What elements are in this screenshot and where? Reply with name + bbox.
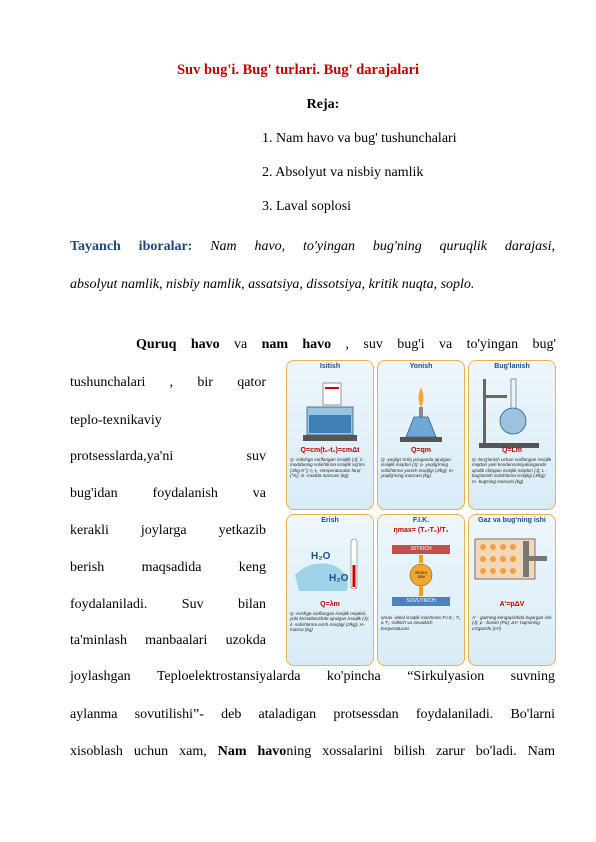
left-line-6: berish maqsadida keng [70, 560, 266, 575]
evaporation-illustration [477, 375, 547, 451]
working-body-label: ISHCHI JISM [415, 571, 427, 579]
keywords-line-2: absolyut namlik, nisbiy namlik, assatsiya, dissotsiya, kritik nuqta, soplo. [70, 277, 475, 292]
plan-heading: Reja: [306, 97, 340, 112]
keywords-label: Tayanch iboralar: [70, 239, 193, 254]
left-line-3: protsesslarda,ya'ni suv [70, 449, 266, 464]
body-line-1: joylashgan Teploelektrostansiyalarda ko'pincha “Sirkulyasion suvning [70, 669, 555, 684]
panel-description: Q -bo'g'lanish uchun sarflangan issiqlik miqdori yoki kondensatsiyalanganda ajralib chiqqan issiqlik miqdori (J); L -bug'lanish solishtirma issiqligi (J/kg); m- bug'ning massasi (kg) [472, 457, 552, 484]
panel-heating [286, 360, 374, 510]
plan-item-3: 3. Laval soplosi [262, 199, 352, 214]
panel-formula: Q=λm [320, 601, 340, 608]
left-line-7: foydalaniladi. Suv bilan [70, 597, 266, 612]
plan-item-1: 1. Nam havo va bug' tushunchalari [262, 131, 457, 146]
panel-formula: ηmax= (T₁-T₂)/T₁ [393, 527, 449, 534]
left-line-1: tushunchalari , bir qator [70, 375, 266, 390]
para-connector: va [219, 337, 262, 352]
melting-illustration [291, 529, 369, 601]
panel-evaporation [468, 360, 556, 510]
panel-formula: Q=cm(t₂-t₁)=cmΔt [300, 447, 360, 454]
panel-title: Gaz va bug'ning ishi [478, 517, 546, 524]
panel-title: Yonish [409, 363, 433, 370]
left-line-8: ta'minlash manbaalari uzokda [70, 633, 266, 648]
h2o-label-bottom: H₂O [329, 573, 349, 584]
heating-illustration [295, 377, 365, 447]
panel-title: Isitish [319, 363, 341, 370]
document-title: Suv bug'i. Bug' turlari. Bug' darajalari [176, 62, 420, 78]
panel-title: F.I.K. [412, 517, 430, 524]
body-line-3-c: ning xossalarini bilish zarur bo'ladi. Nam [286, 744, 555, 759]
panel-description: Q -isitishga sarflangan issiqlik (J); C -moddaning solishtirma issiqlik sig'imi (J/kg K°); t₂-t₁ -temperaturalar farqi (°K); m -modda massasi (kg) [290, 457, 366, 479]
term-humid-air-2: Nam havo [217, 744, 287, 759]
panel-description: ηmax -ideal issiqlik mashinasi F.I.K.; T₁ a T₂ -isitkich va sovutkich temperaturasi [381, 615, 460, 631]
panel-formula: Q=Lm [501, 447, 523, 454]
paragraph-first-line [136, 337, 556, 353]
thermodynamics-figure [284, 358, 556, 666]
h2o-label-top: H₂O [311, 551, 331, 562]
plan-item-2: 2. Absolyut va nisbiy namlik [262, 165, 424, 180]
panel-efficiency [377, 514, 465, 666]
left-line-4: bug'idan foydalanish va [70, 486, 266, 501]
body-line-2: aylanma sovutilishi”- deb ataladigan protsessdan foydalaniladi. Bo'larni [70, 707, 555, 722]
panel-title: Erish [321, 517, 339, 524]
panel-description: Q -yoqilg'i to'liq yonganda ajralgan issiqlik miqdori (J); q- yoqilg'ining solishtirma yonish issiqligi (J/kg); m- yoqilg'ining massasi (kg) [381, 457, 455, 479]
panel-melting [286, 514, 374, 666]
cooler-block: SOVUTKICH [392, 597, 450, 606]
panel-gas-work [468, 514, 556, 666]
para-rest: , suv bug'i va to'yingan bug' [331, 337, 557, 352]
left-line-5: kerakli joylarga yetkazib [70, 523, 266, 538]
term-dry-air: Quruq havo [136, 337, 220, 352]
panel-description: A' - gazning kengayishida bajargan ishi (J); p - bosim (Pa); ΔV- hajmining o'zgarishi (m³) [472, 615, 552, 631]
term-humid-air: nam havo [261, 337, 332, 352]
panel-description: Q -erishga sarflangan issiqlik miqdori, yoki kristallanishda ajralgan issiqlik (J); λ -solishtirma erish issiqligi (J/kg); m- massa (kg) [290, 611, 369, 633]
piston-illustration [473, 531, 551, 587]
panel-title: Bug'lanish [494, 363, 530, 370]
left-line-2: teplo-texnikaviy [70, 413, 162, 428]
keywords-line-1 [70, 239, 555, 255]
panel-combustion [377, 360, 465, 510]
combustion-illustration [386, 377, 456, 447]
body-line-3 [70, 744, 555, 760]
keywords-text-1: Nam havo, to'yingan bug'ning quruqlik darajasi, [210, 239, 556, 254]
panel-formula: A'=pΔV [499, 601, 525, 608]
body-line-3-a: xisoblash uchun xam, [70, 744, 218, 759]
panel-formula: Q=qm [410, 447, 432, 454]
heater-block: ISITKICH [392, 545, 450, 554]
